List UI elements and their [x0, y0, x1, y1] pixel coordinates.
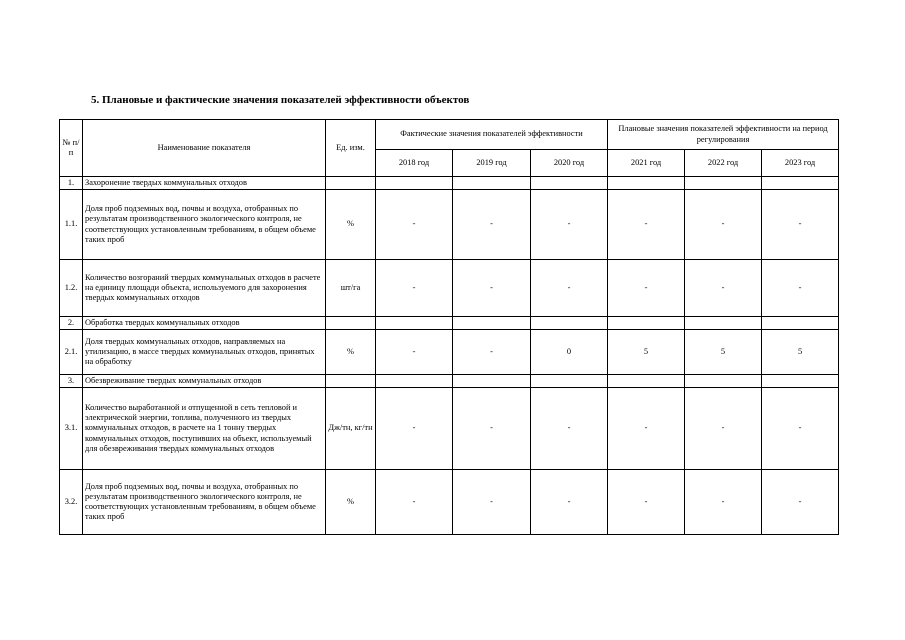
row-value: -: [762, 470, 839, 535]
row-unit: %: [326, 330, 376, 375]
row-num: 1.2.: [60, 260, 83, 317]
row-value: -: [685, 260, 762, 317]
row-name: Доля проб подземных вод, почвы и воздуха, отобранных по результатам производственного экологического контроля, не соответствующих установленным требованиям, в общем объеме таких проб: [83, 190, 326, 260]
row-value: [762, 375, 839, 388]
row-value: [531, 375, 608, 388]
row-num: 1.1.: [60, 190, 83, 260]
row-unit: %: [326, 190, 376, 260]
row-value: 5: [608, 330, 685, 375]
row-name: Доля твердых коммунальных отходов, направляемых на утилизацию, в массе твердых коммунальных отходов, принятых на обработку: [83, 330, 326, 375]
row-value: [685, 177, 762, 190]
section-row: [60, 177, 839, 190]
row-value: [608, 177, 685, 190]
row-value: [685, 375, 762, 388]
header-year: 2019 год: [453, 150, 531, 177]
row-unit: Дж/тн, кг/тн: [326, 388, 376, 470]
header-year: 2023 год: [762, 150, 839, 177]
row-value: -: [608, 190, 685, 260]
row-name: Количество возгораний твердых коммунальных отходов в расчете на единицу площади объекта, используемого для захоронения твердых коммунальных отходов: [83, 260, 326, 317]
row-value: -: [685, 388, 762, 470]
header-num: № п/п: [60, 120, 83, 177]
row-value: [608, 375, 685, 388]
row-name: Доля проб подземных вод, почвы и воздуха, отобранных по результатам производственного экологического контроля, не соответствующих установленным требованиям, в общем объеме таких проб: [83, 470, 326, 535]
header-year: 2022 год: [685, 150, 762, 177]
row-value: [531, 177, 608, 190]
row-value: -: [531, 260, 608, 317]
row-value: [762, 317, 839, 330]
row-unit: %: [326, 470, 376, 535]
header-planned-group: Плановые значения показателей эффективности на период регулирования: [608, 120, 839, 150]
indicators-table: [59, 119, 839, 535]
row-value: -: [762, 190, 839, 260]
row-value: -: [376, 260, 453, 317]
row-value: [608, 317, 685, 330]
row-value: -: [762, 260, 839, 317]
row-num: 3.: [60, 375, 83, 388]
table-row: [60, 470, 839, 535]
section-row: [60, 317, 839, 330]
row-value: [685, 317, 762, 330]
table-row: [60, 190, 839, 260]
row-num: 3.2.: [60, 470, 83, 535]
header-year: 2020 год: [531, 150, 608, 177]
row-unit: [326, 375, 376, 388]
row-num: 2.1.: [60, 330, 83, 375]
row-value: -: [608, 470, 685, 535]
row-value: -: [453, 260, 531, 317]
row-value: [762, 177, 839, 190]
row-value: -: [453, 330, 531, 375]
row-value: -: [531, 470, 608, 535]
table-row: [60, 388, 839, 470]
row-value: -: [608, 260, 685, 317]
row-unit: [326, 317, 376, 330]
row-value: -: [376, 190, 453, 260]
row-name: Обработка твердых коммунальных отходов: [83, 317, 326, 330]
row-value: -: [685, 470, 762, 535]
row-value: -: [376, 330, 453, 375]
row-num: 1.: [60, 177, 83, 190]
row-value: -: [685, 190, 762, 260]
row-value: [453, 317, 531, 330]
row-value: -: [376, 388, 453, 470]
row-name: Обезвреживание твердых коммунальных отходов: [83, 375, 326, 388]
table-row: [60, 260, 839, 317]
row-value: 5: [762, 330, 839, 375]
row-value: [376, 317, 453, 330]
header-name: Наименование показателя: [83, 120, 326, 177]
row-value: -: [453, 388, 531, 470]
document-title: 5. Плановые и фактические значения показателей эффективности объектов: [91, 94, 470, 106]
row-value: 0: [531, 330, 608, 375]
header-actual-group: Фактические значения показателей эффективности: [376, 120, 608, 150]
row-name: Количество выработанной и отпущенной в сеть тепловой и электрической энергии, топлива, полученного из твердых коммунальных отходов, в расчете на 1 тонну твердых коммунальных отходов, поступивших на объект, используемый для обезвреживания твердых коммунальных отходов: [83, 388, 326, 470]
table-row: [60, 330, 839, 375]
row-value: -: [608, 388, 685, 470]
row-name: Захоронение твердых коммунальных отходов: [83, 177, 326, 190]
row-value: -: [762, 388, 839, 470]
row-value: [531, 317, 608, 330]
row-num: 3.1.: [60, 388, 83, 470]
row-value: [376, 375, 453, 388]
row-value: [376, 177, 453, 190]
row-num: 2.: [60, 317, 83, 330]
row-value: -: [531, 190, 608, 260]
row-value: -: [453, 470, 531, 535]
row-unit: [326, 177, 376, 190]
row-value: [453, 177, 531, 190]
row-value: -: [453, 190, 531, 260]
row-value: -: [376, 470, 453, 535]
header-year: 2018 год: [376, 150, 453, 177]
section-row: [60, 375, 839, 388]
row-value: 5: [685, 330, 762, 375]
row-value: -: [531, 388, 608, 470]
header-year: 2021 год: [608, 150, 685, 177]
row-unit: шт/га: [326, 260, 376, 317]
header-unit: Ед. изм.: [326, 120, 376, 177]
row-value: [453, 375, 531, 388]
